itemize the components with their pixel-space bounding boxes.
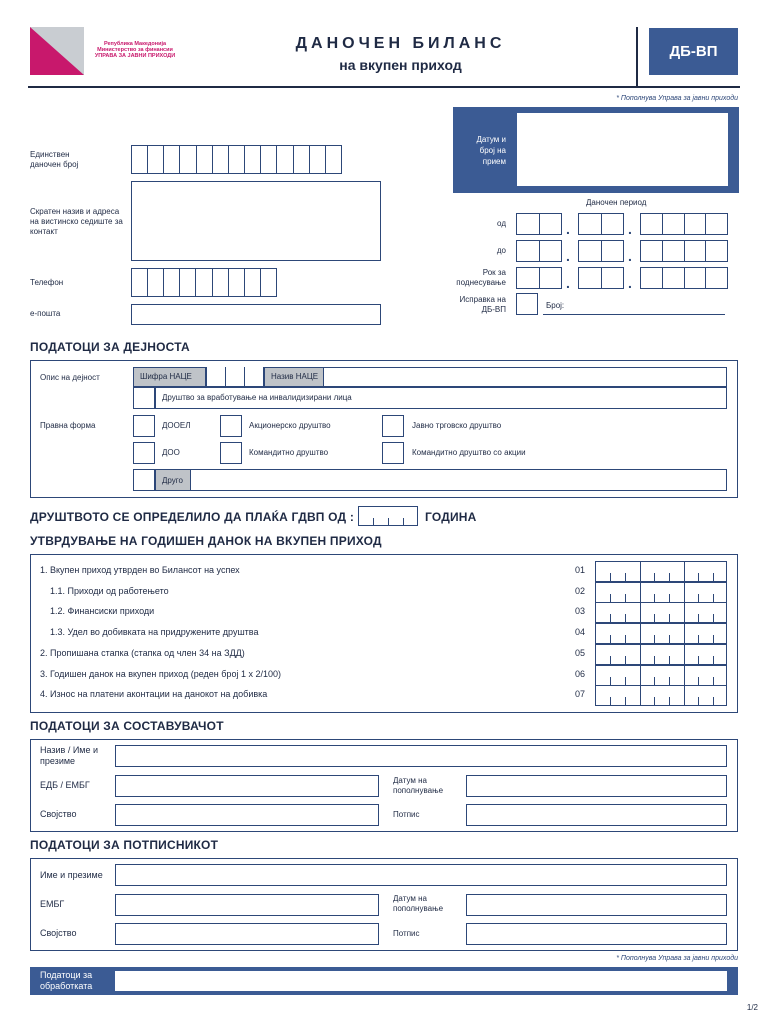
doo-checkbox[interactable] [133,442,155,464]
cell-tick [713,677,714,685]
amount-group-divider [684,603,685,622]
cell-tick [669,635,670,643]
cell-tick [713,697,714,705]
number-label: Број: [546,301,565,310]
cell-tick [654,594,655,602]
cell-tick [698,656,699,664]
receipt-date-label: Датум и број на прием [476,135,506,166]
number-line[interactable] [543,314,725,315]
cell-tick [669,697,670,705]
amount-group-divider [640,562,641,581]
cell-tick [388,518,389,526]
cell-tick [698,594,699,602]
amount-group-divider [640,645,641,664]
preparer-sign-label: Потпис [393,810,420,819]
date-dot: . [566,221,570,237]
logo-text [90,41,180,59]
page-number: 1/2 [746,1003,758,1012]
edb-input[interactable] [131,145,342,174]
kd-checkbox[interactable] [220,442,242,464]
calc-row-number: 01 [575,565,586,575]
cell-tick [698,697,699,705]
preparer-id-label: ЕДБ / ЕМБГ [40,780,90,790]
legal-form-label: Правна форма [40,421,96,430]
amount-group-divider [640,603,641,622]
header-rule [28,86,740,88]
cell-tick [654,697,655,705]
signer-date-label: Датум на пополнување [393,894,444,913]
decision-year-input[interactable] [358,506,418,526]
cell-tick [698,677,699,685]
activity-desc-label: Опис на дејност [40,373,100,382]
cell-tick [625,635,626,643]
cell-tick [713,614,714,622]
logo-line: Министерство за финансии [97,47,173,53]
signer-name-input[interactable] [115,864,727,886]
preparer-heading: ПОДАТОЦИ ЗА СОСТАВУВАЧОТ [30,719,224,733]
cell-tick [669,677,670,685]
calc-row-amount-input[interactable] [595,561,727,582]
nace-name-label: Назив НАЦЕ [264,367,324,387]
calc-row-label: 3. Годишен данок на вкупен приход (реден број 1 x 2/100) [40,668,281,679]
receipt-date-field[interactable] [517,113,728,186]
cell-tick [669,573,670,581]
calc-row-label: 2. Пропишана стапка (стапка од член 34 на ЗДД) [40,647,245,658]
preparer-name-label: Назив / Име и презиме [40,745,99,766]
ujp-logo [30,27,84,75]
calc-row-number: 02 [575,585,586,596]
nace-code-label: Шифра НАЦЕ [133,367,206,387]
calc-row-amount-input[interactable] [595,602,727,623]
calc-heading: УТВРДУВАЊЕ НА ГОДИШЕН ДАНОК НА ВКУПЕН ПРИХОД [30,534,382,548]
amount-group-divider [640,686,641,705]
ujp-note: * Пополнува Управа за јавни приходи [616,95,738,102]
footer-note: * Пополнува Управа за јавни приходи [616,955,738,962]
cell-tick [610,614,611,622]
calc-row-amount-input[interactable] [595,665,727,686]
cell-tick [610,697,611,705]
cell-tick [610,594,611,602]
cell-tick [713,635,714,643]
deadline-year[interactable] [640,267,728,289]
processing-label: Податоци за обработката [40,970,93,991]
cell-tick [373,518,374,526]
preparer-name-input[interactable] [115,745,727,767]
kda-label: Командитно друштво со акции [412,448,526,457]
date-dot: . [628,275,632,291]
kd-label: Командитно друштво [249,448,329,457]
preparer-role-input[interactable] [115,804,379,826]
signer-date-input[interactable] [466,894,727,916]
calc-row-amount-input[interactable] [595,685,727,706]
cell-tick [625,594,626,602]
signer-heading: ПОДАТОЦИ ЗА ПОТПИСНИКОТ [30,838,219,852]
cell-tick [654,635,655,643]
form-subtitle: на вкупен приход [339,57,462,73]
calc-row-number: 07 [575,689,586,700]
calc-row-amount-input[interactable] [595,582,727,603]
calc-row-number: 05 [575,647,586,658]
form-title: ДАНОЧЕН БИЛАНС [295,35,506,52]
kda-checkbox[interactable] [382,442,404,464]
cell-tick [698,635,699,643]
cell-tick [625,697,626,705]
cell-tick [610,573,611,581]
amount-group-divider [684,583,685,602]
cell-tick [610,635,611,643]
correction-checkbox[interactable] [516,293,538,315]
period-to-label: до [496,246,506,255]
amount-group-divider [640,583,641,602]
email-input[interactable] [131,304,381,325]
dooel-label: ДООЕЛ [162,421,191,430]
to-year[interactable] [640,240,728,262]
calc-row-number: 03 [575,606,586,617]
signer-role-input[interactable] [115,923,379,945]
phone-input[interactable] [131,268,277,297]
disabled-company-checkbox[interactable] [133,387,155,409]
deadline-label: Рок за поднесување [456,268,506,287]
name-address-input[interactable] [131,181,381,261]
decision-suffix: ГОДИНА [425,510,477,524]
calc-row-amount-input[interactable] [595,623,727,644]
tax-period-label: Даночен период [586,198,647,207]
preparer-id-input[interactable] [115,775,379,797]
other-input[interactable] [190,469,727,491]
cell-tick [669,614,670,622]
cell-tick [625,573,626,581]
deadline-month[interactable] [578,267,624,289]
calc-row-number: 06 [575,668,586,679]
correction-label: Исправка на ДБ-ВП [459,295,506,314]
cell-tick [654,656,655,664]
decision-prefix: ДРУШТВОТО СЕ ОПРЕДЕЛИЛО ДА ПЛАЌА ГДВП ОД : [30,510,355,524]
calc-row-label: 1.2. Финансиски приходи [50,606,155,617]
edb-label: Единствен даночен број [30,150,79,169]
from-day[interactable] [516,213,562,235]
deadline-day[interactable] [516,267,562,289]
cell-tick [713,594,714,602]
date-dot: . [628,248,632,264]
ad-checkbox[interactable] [220,415,242,437]
cell-tick [698,614,699,622]
calc-row-label: 4. Износ на платени аконтации на данокот на добивка [40,689,268,700]
from-year[interactable] [640,213,728,235]
cell-tick [669,594,670,602]
signer-role-label: Својство [40,928,77,938]
cell-tick [713,573,714,581]
calc-row-label: 1. Вкупен приход утврден во Билансот на успех [40,565,240,575]
amount-group-divider [684,562,685,581]
name-address-label: Скратен назив и адреса на вистинско седиште за контакт [30,207,123,236]
calc-row-amount-input[interactable] [595,644,727,665]
signer-id-label: ЕМБГ [40,899,65,909]
cell-tick [625,656,626,664]
to-month[interactable] [578,240,624,262]
jtd-checkbox[interactable] [382,415,404,437]
header [28,27,740,87]
processing-input[interactable] [115,971,727,991]
preparer-role-label: Својство [40,809,77,819]
logo-line: УПРАВА ЗА ЈАВНИ ПРИХОДИ [94,53,176,59]
cell-tick [654,573,655,581]
period-from-label: од [497,219,506,228]
amount-group-divider [684,666,685,685]
form-code-badge: ДБ-ВП [649,28,738,75]
date-dot: . [566,248,570,264]
from-month[interactable] [578,213,624,235]
cell-tick [625,677,626,685]
signer-sign-label: Потпис [393,929,420,938]
header-divider [636,27,638,87]
disabled-company-label: Друштво за вработување на инвалидизирани лица [162,393,352,402]
amount-group-divider [640,666,641,685]
cell-tick [713,656,714,664]
cell-tick [610,677,611,685]
amount-group-divider [684,686,685,705]
cell-tick [698,573,699,581]
preparer-date-label: Датум на пополнување [393,776,444,795]
doo-label: ДОО [162,448,180,457]
cell-tick [403,518,404,526]
logo-line: Република Македонија [103,41,167,47]
dooel-checkbox[interactable] [133,415,155,437]
date-dot: . [566,275,570,291]
nace-name-input[interactable] [325,368,726,386]
date-dot: . [628,221,632,237]
phone-label: Телефон [30,278,64,287]
other-label: Друго [155,469,191,491]
signer-sign-input[interactable] [466,923,727,945]
calc-row-label: 1.1. Приходи од работењето [50,585,169,596]
calc-row-label: 1.3. Удел во добивката на придружените друштва [50,627,259,638]
amount-group-divider [684,645,685,664]
nace-code-input[interactable] [206,367,264,387]
activity-heading: ПОДАТОЦИ ЗА ДЕЈНОСТА [30,340,190,354]
cell-tick [625,614,626,622]
cell-tick [610,656,611,664]
preparer-sign-input[interactable] [466,804,727,826]
calc-row-number: 04 [575,627,586,638]
cell-tick [654,614,655,622]
ad-label: Акционерско друштво [249,421,331,430]
amount-group-divider [684,624,685,643]
preparer-date-input[interactable] [466,775,727,797]
other-checkbox[interactable] [133,469,155,491]
cell-tick [654,677,655,685]
amount-group-divider [640,624,641,643]
signer-id-input[interactable] [115,894,379,916]
to-day[interactable] [516,240,562,262]
signer-name-label: Име и презиме [40,870,103,880]
email-label: е-пошта [30,309,61,318]
jtd-label: Јавно трговско друштво [412,421,502,430]
cell-tick [669,656,670,664]
